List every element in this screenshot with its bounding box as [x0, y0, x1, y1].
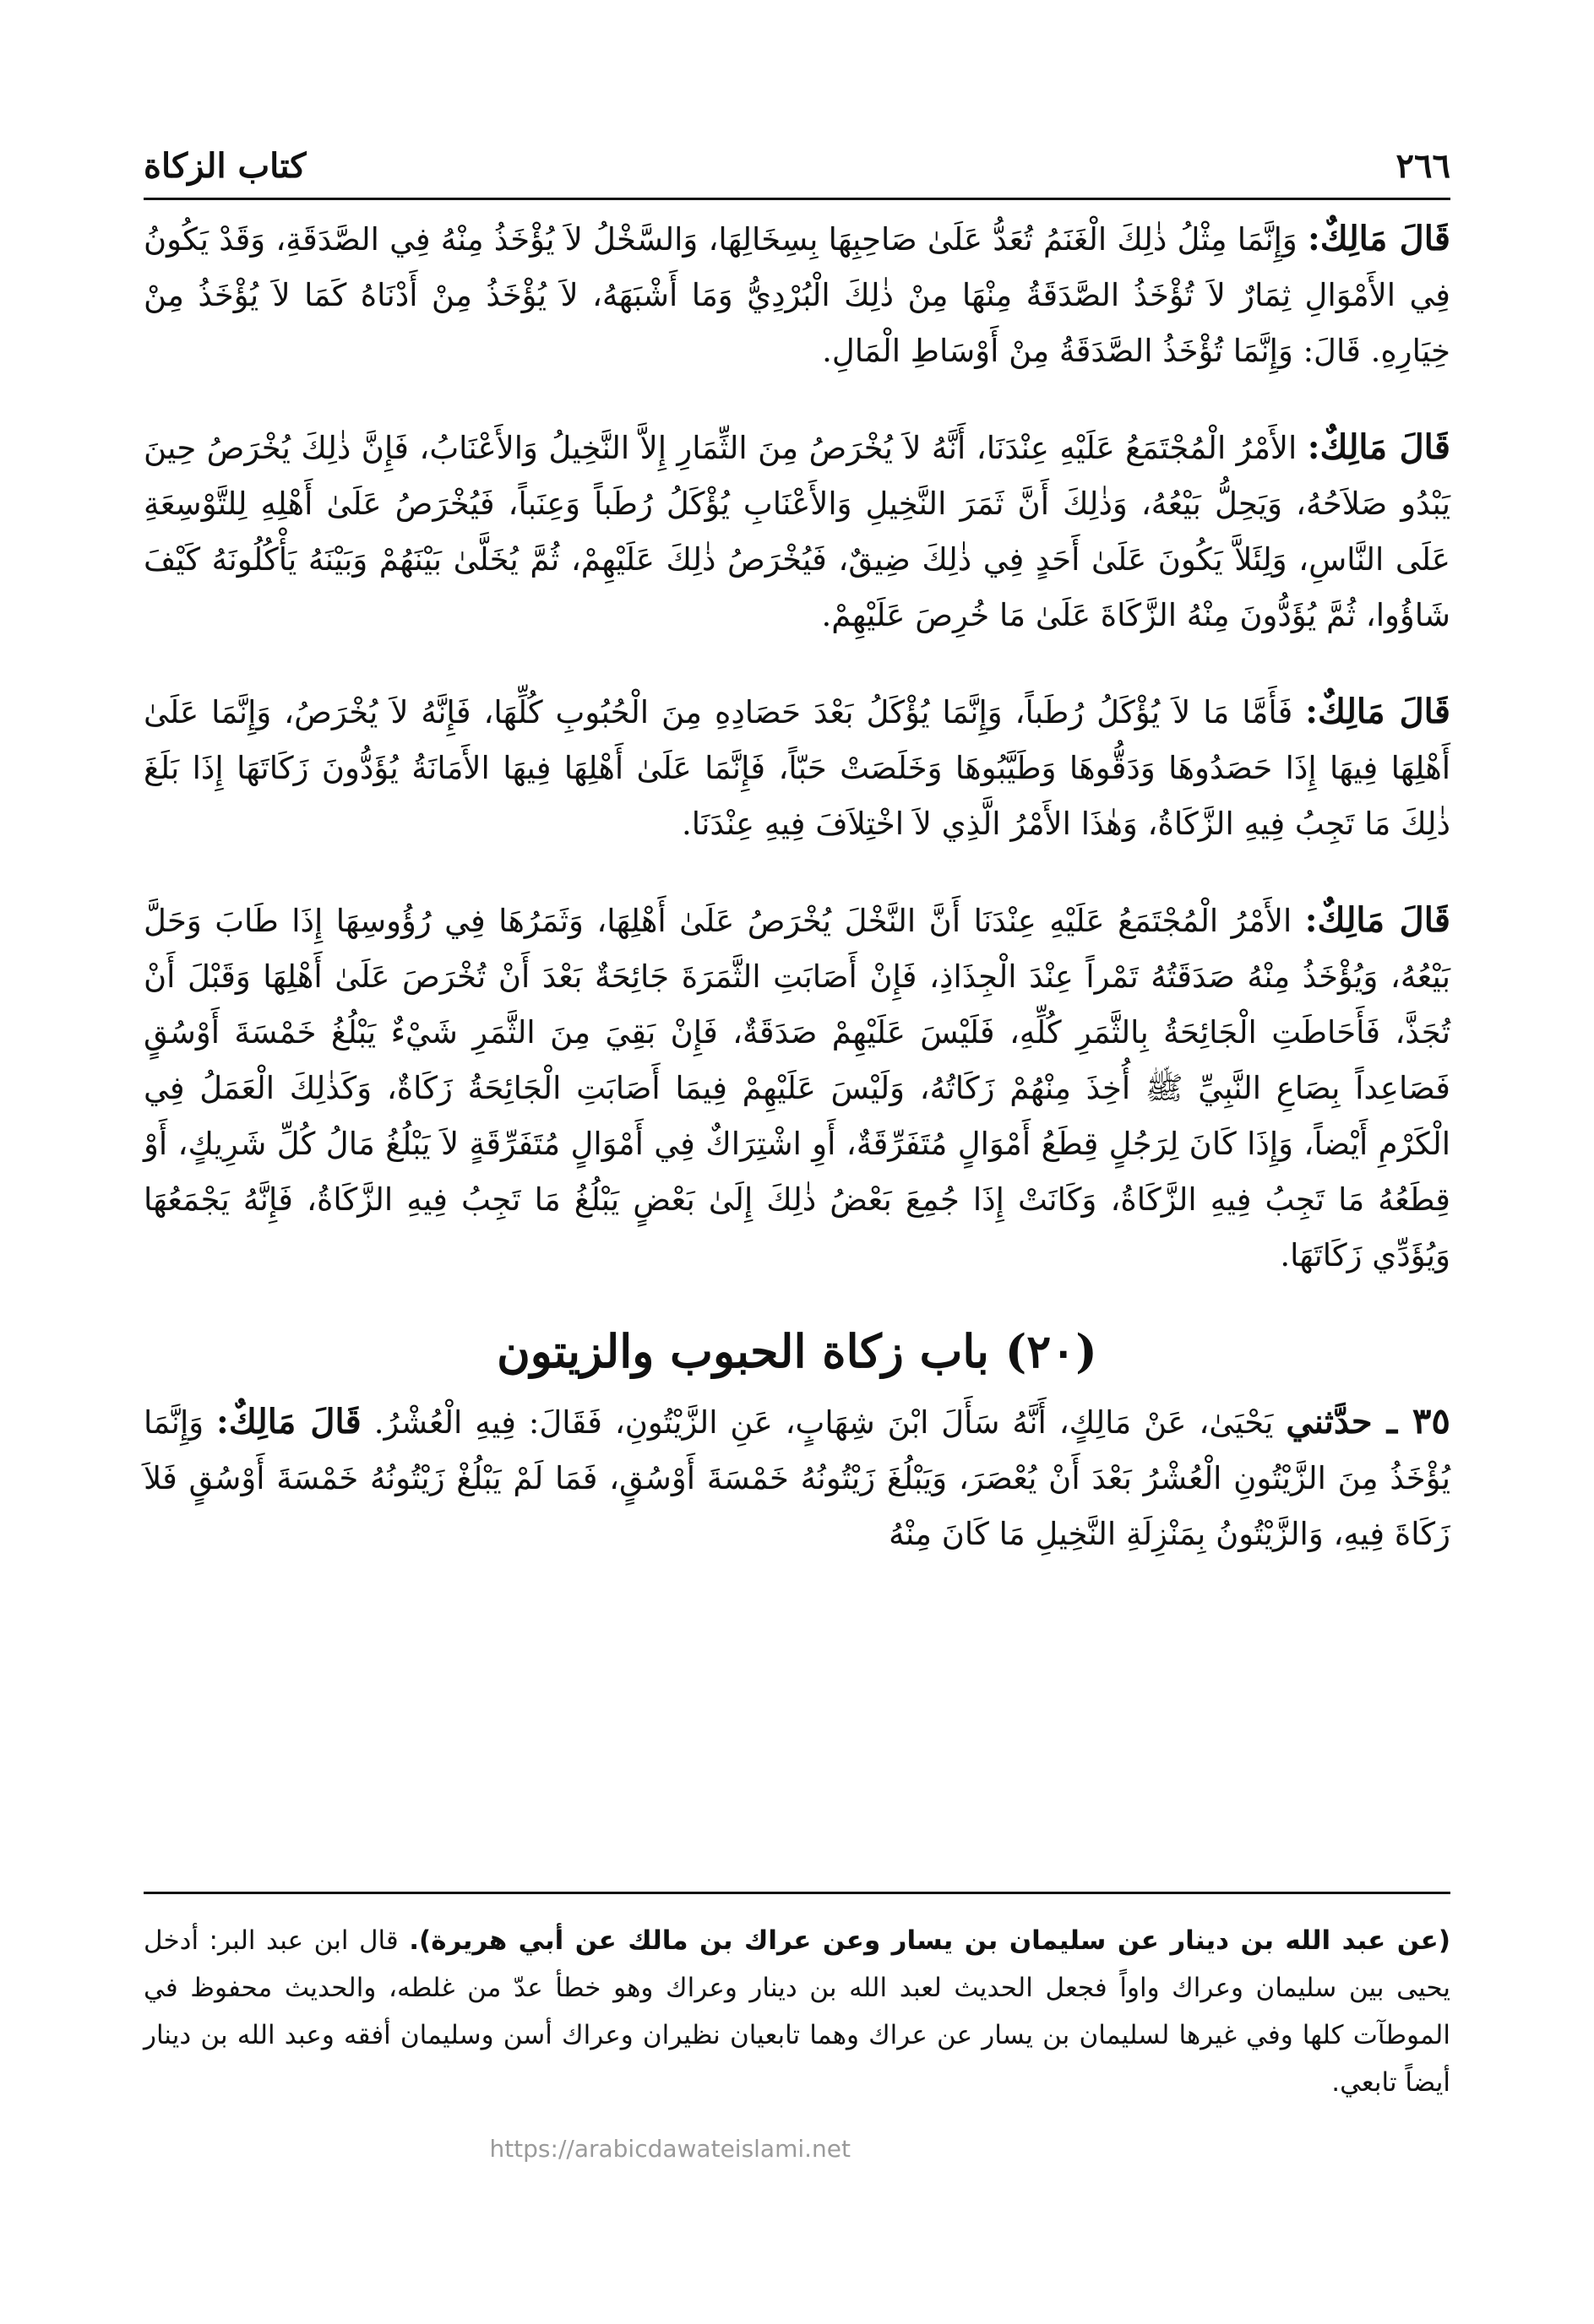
footnote-isnad: (عن عبد الله بن دينار عن سليمان بن يسار وعن عراك بن مالك عن أبي هريرة).	[409, 1925, 1450, 1956]
footnote-divider	[144, 1892, 1450, 1894]
footnote	[144, 1917, 1450, 2106]
paragraph-text: الأَمْرُ الْمُجْتَمَعُ عَلَيْهِ عِنْدَنَا، أَنَّهُ لاَ يُخْرَصُ مِنَ الثِّمَارِ إِلاَّ النَّخِيلُ وَالأَعْنَابُ، فَإِنَّ ذٰلِكَ يُخْرَصُ حِينَ يَبْدُو صَلاَحُهُ، وَيَحِلُّ بَيْعُهُ، وَذٰلِكَ أَنَّ ثَمَرَ النَّخِيلِ وَالأَعْنَابِ يُؤْكَلُ رُطَباً وَعِنَباً، فَيُخْرَصُ عَلَىٰ أَهْلِهِ لِلتَّوْسِعَةِ عَلَى النَّاسِ، وَلِئَلاَّ يَكُونَ عَلَىٰ أَحَدٍ فِي ذٰلِكَ ضِيقٌ، فَيُخْرَصُ ذٰلِكَ عَلَيْهِمْ، ثُمَّ يُخَلَّىٰ بَيْنَهُمْ وَبَيْنَهُ يَأْكُلُونَهُ كَيْفَ شَاؤُوا، ثُمَّ يُؤَدُّونَ مِنْهُ الزَّكَاةَ عَلَىٰ مَا خُرِصَ عَلَيْهِمْ.	[144, 430, 1450, 633]
hadith-narrator-intro: حدَّثني	[1286, 1402, 1387, 1442]
paragraph-4	[144, 893, 1450, 1284]
paragraph-text: فَأَمَّا مَا لاَ يُؤْكَلُ رُطَباً، وَإِنَّمَا يُؤْكَلُ بَعْدَ حَصَادِهِ مِنَ الْحُبُوبِ كُلِّهَا، فَإِنَّهُ لاَ يُخْرَصُ، وَإِنَّمَا عَلَىٰ أَهْلِهَا فِيهَا إِذَا حَصَدُوهَا وَدَقُّوهَا وَطَيَّبُوهَا وَخَلَصَتْ حَبّاً، فَإِنَّمَا عَلَىٰ أَهْلِهَا فِيهَا الأَمَانَةُ يُؤَدُّونَ زَكَاتَهَا إِذَا بَلَغَ ذٰلِكَ مَا تَجِبُ فِيهِ الزَّكَاةُ، وَهٰذَا الأَمْرُ الَّذِي لاَ اخْتِلاَفَ فِيهِ عِنْدَنَا.	[144, 694, 1450, 842]
hadith-text-1: يَحْيَىٰ، عَنْ مَالِكٍ، أَنَّهُ سَأَلَ ابْنَ شِهَابٍ، عَنِ الزَّيْتُونِ، فَقَالَ: فِيهِ الْعُشْرُ.	[361, 1404, 1287, 1441]
speaker-label: قَالَ مَالِكٌ:	[1305, 692, 1450, 731]
watermark-url: https://arabicdawateislami.net	[489, 2135, 851, 2163]
hadith-text-2: وَإِنَّمَا يُؤْخَذُ مِنَ الزَّيْتُونِ الْعُشْرُ بَعْدَ أَنْ يُعْصَرَ، وَيَبْلُغَ زَيْتُونُهُ خَمْسَةَ أَوْسُقٍ، فَمَا لَمْ يَبْلُغْ زَيْتُونُهُ خَمْسَةَ أَوْسُقٍ فَلاَ زَكَاةَ فِيهِ، وَالزَّيْتُونُ بِمَنْزِلَةِ النَّخِيلِ مَا كَانَ مِنْهُ	[144, 1404, 1450, 1552]
paragraph-3	[144, 684, 1450, 852]
main-text	[144, 211, 1450, 1562]
page-number: ٢٦٦	[1395, 146, 1450, 186]
footnote-text: قال ابن عبد البر: أدخل يحيى بين سليمان وعراك واواً فجعل الحديث لعبد الله بن دينار وعراك وهو خطأ عدّ من غلطه، والحديث محفوظ في الموطآت كلها وفي غيرها لسليمان بن يسار عن عراك وهما تابعيان نظيران وعراك أسن وسليمان أفقه وعبد الله بن دينار أيضاً تابعي.	[144, 1925, 1450, 2098]
hadith-number: ٣٥ ـ	[1386, 1400, 1450, 1442]
speaker-label: قَالَ مَالِكٌ:	[1308, 219, 1450, 258]
chapter-heading: (٢٠) باب زكاة الحبوب والزيتون	[497, 1324, 1097, 1378]
page-header	[144, 135, 1450, 200]
speaker-label: قَالَ مَالِكٌ:	[1307, 427, 1450, 467]
paragraph-text: وَإِنَّمَا مِثْلُ ذٰلِكَ الْغَنَمُ تُعَدُّ عَلَىٰ صَاحِبِهَا بِسِخَالِهَا، وَالسَّخْلُ لاَ يُؤْخَذُ مِنْهُ فِي الصَّدَقَةِ، وَقَدْ يَكُونُ فِي الأَمْوَالِ ثِمَارٌ لاَ تُؤْخَذُ الصَّدَقَةُ مِنْهَا مِنْ ذٰلِكَ الْبُرْدِيُّ وَمَا أَشْبَهَهُ، لاَ يُؤْخَذُ مِنْ أَدْنَاهُ كَمَا لاَ يُؤْخَذُ مِنْ خِيَارِهِ. قَالَ: وَإِنَّمَا تُؤْخَذُ الصَّدَقَةُ مِنْ أَوْسَاطِ الْمَالِ.	[144, 221, 1450, 369]
running-title: كتاب الزكاة	[144, 146, 307, 186]
paragraph-text: الأَمْرُ الْمُجْتَمَعُ عَلَيْهِ عِنْدَنَا أَنَّ النَّخْلَ يُخْرَصُ عَلَىٰ أَهْلِهَا، وَثَمَرُهَا فِي رُؤُوسِهَا إِذَا طَابَ وَحَلَّ بَيْعُهُ، وَيُؤْخَذُ مِنْهُ صَدَقَتُهُ تَمْراً عِنْدَ الْجِذَاذِ، فَإِنْ أَصَابَتِ الثَّمَرَةَ جَائِحَةٌ بَعْدَ أَنْ تُخْرَصَ عَلَىٰ أَهْلِهَا وَقَبْلَ أَنْ تُجَذَّ، فَأَحَاطَتِ الْجَائِحَةُ بِالثَّمَرِ كُلِّهِ، فَلَيْسَ عَلَيْهِمْ صَدَقَةٌ، فَإِنْ بَقِيَ مِنَ الثَّمَرِ شَيْءٌ يَبْلُغُ خَمْسَةَ أَوْسُقٍ فَصَاعِداً بِصَاعِ النَّبِيِّ ﷺ أُخِذَ مِنْهُمْ زَكَاتُهُ، وَلَيْسَ عَلَيْهِمْ فِيمَا أَصَابَتِ الْجَائِحَةُ زَكَاةٌ، وَكَذٰلِكَ الْعَمَلُ فِي الْكَرْمِ أَيْضاً، وَإِذَا كَانَ لِرَجُلٍ قِطَعُ أَمْوَالٍ مُتَفَرِّقَةٌ، أَوِ اشْتِرَاكٌ فِي أَمْوَالٍ مُتَفَرِّقَةٍ لاَ يَبْلُغُ مَالُ كُلِّ شَرِيكٍ، أَوْ قِطَعُهُ مَا تَجِبُ فِيهِ الزَّكَاةُ، وَكَانَتْ إِذَا جُمِعَ بَعْضُ ذٰلِكَ إِلَىٰ بَعْضٍ يَبْلُغُ مَا تَجِبُ فِيهِ الزَّكَاةُ، فَإِنَّهُ يَجْمَعُهَا وَيُؤَدِّي زَكَاتَهَا.	[144, 903, 1450, 1273]
speaker-label: قَالَ مَالِكٌ:	[216, 1402, 362, 1442]
paragraph-1	[144, 211, 1450, 379]
hadith-35	[144, 1393, 1450, 1562]
speaker-label: قَالَ مَالِكٌ:	[1304, 900, 1450, 940]
paragraph-2	[144, 420, 1450, 643]
